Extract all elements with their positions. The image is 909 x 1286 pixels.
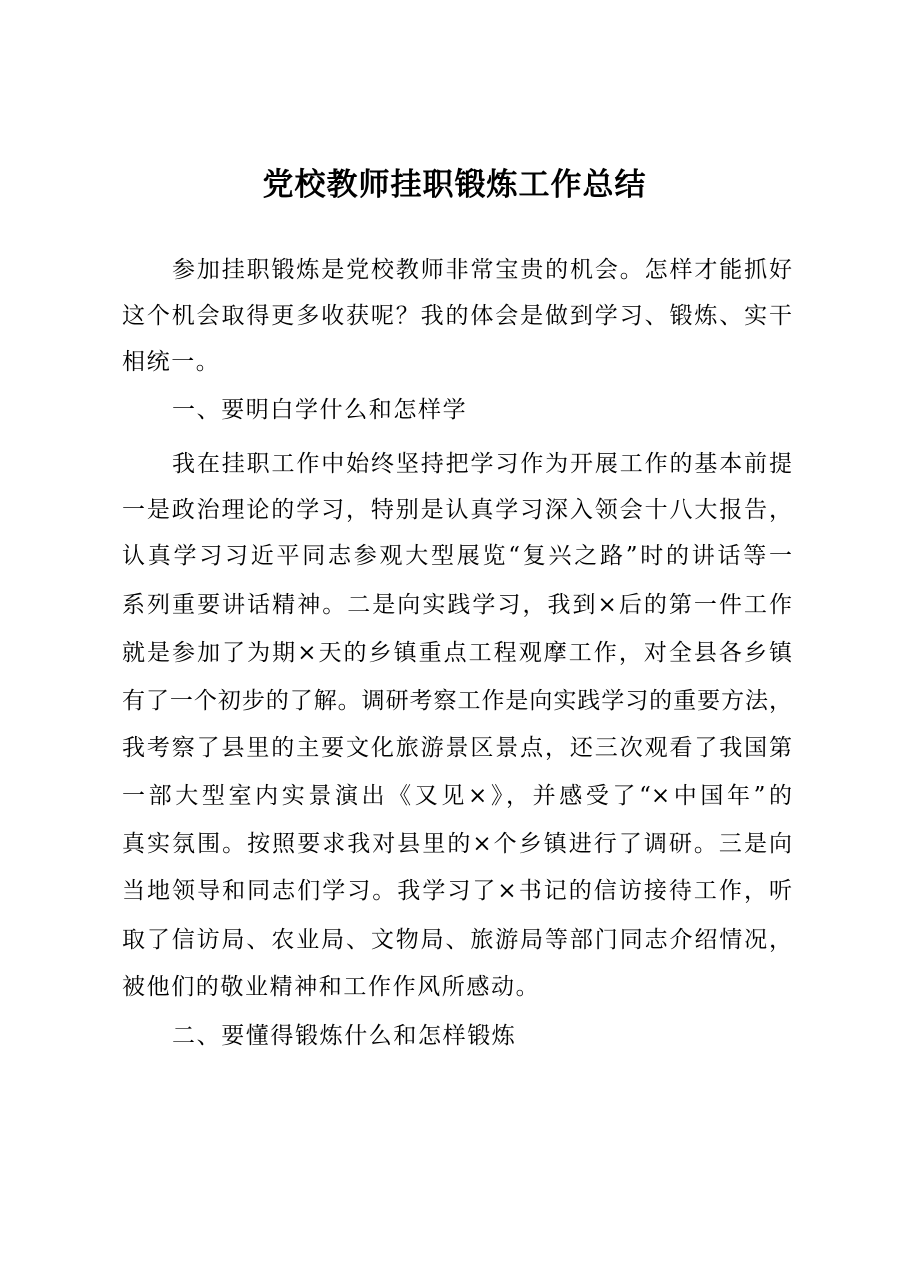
paragraph-line: 被他们的敬业精神和工作作风所感动。 <box>122 974 541 1000</box>
paragraph-line: 我考察了县里的主要文化旅游景区景点，还三次观看了我国第 <box>122 735 792 761</box>
paragraph-line: 系列重要讲话精神。二是向实践学习，我到×后的第一件工作 <box>122 592 792 618</box>
paragraph-line: 相统一。 <box>122 349 221 375</box>
paragraph-line: 真实氛围。按照要求我对县里的×个乡镇进行了调研。三是向 <box>122 831 792 857</box>
paragraph-line: 一部大型室内实景演出《又见×》，并感受了“×中国年”的 <box>122 783 792 809</box>
paragraph-line: 一是政治理论的学习，特别是认真学习深入领会十八大报告， <box>122 497 792 523</box>
section-heading: 二、要懂得锻炼什么和怎样锻炼 <box>172 1023 517 1049</box>
paragraph-line: 就是参加了为期×天的乡镇重点工程观摩工作，对全县各乡镇 <box>122 640 792 666</box>
paragraph-line: 这个机会取得更多收获呢？我的体会是做到学习、锻炼、实干 <box>122 303 792 329</box>
section-heading: 一、要明白学什么和怎样学 <box>172 397 468 423</box>
document-title: 党校教师挂职锻炼工作总结 <box>262 167 647 203</box>
paragraph-line: 认真学习习近平同志参观大型展览“复兴之路”时的讲话等一 <box>122 543 792 569</box>
paragraph-line: 当地领导和同志们学习。我学习了×书记的信访接待工作，听 <box>122 878 792 904</box>
paragraph-line: 有了一个初步的了解。调研考察工作是向实践学习的重要方法， <box>122 688 792 714</box>
paragraph-line: 参加挂职锻炼是党校教师非常宝贵的机会。怎样才能抓好 <box>172 257 792 283</box>
paragraph-line: 取了信访局、农业局、文物局、旅游局等部门同志介绍情况， <box>122 927 792 953</box>
paragraph-line: 我在挂职工作中始终坚持把学习作为开展工作的基本前提 <box>172 451 792 477</box>
